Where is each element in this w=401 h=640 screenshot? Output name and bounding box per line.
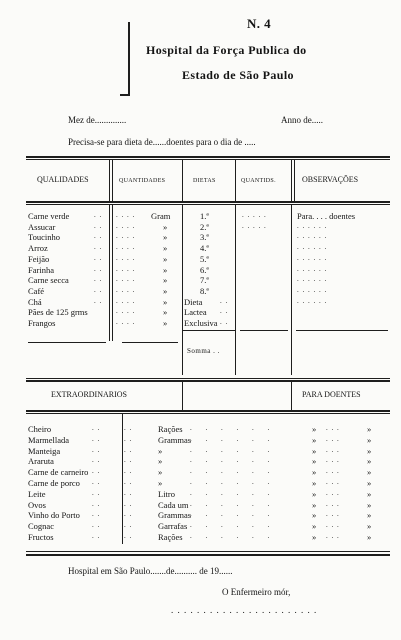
t2-sep-2	[291, 382, 292, 410]
quantidade-dots: . . . .	[116, 253, 136, 262]
quantidade-dots: . . . .	[116, 296, 136, 305]
quantidade-dots: . . . .	[116, 264, 136, 273]
quantidade-dots: . . . .	[116, 243, 136, 252]
anno-field: Anno de.....	[281, 115, 323, 125]
extra-grid-dots: . . . . . .	[190, 424, 276, 432]
dieta-dots: . .	[220, 318, 229, 326]
header-observacoes: OBSERVAÇÕES	[302, 175, 359, 184]
extra-grid-dots: . . . . . .	[190, 532, 276, 540]
extra-item-dots: . .	[92, 456, 101, 465]
extra-item-label: Leite	[28, 488, 46, 499]
extra-item-dots: . .	[92, 434, 101, 443]
dieta-number: 7.ª	[200, 275, 209, 286]
extra-unit: Garrafas	[158, 521, 188, 532]
qualidade-label: Assucar	[28, 221, 56, 232]
para-doentes-mark-2: »	[367, 488, 372, 499]
observacao-first: Para. . . . doentes	[297, 211, 356, 221]
dieta-dots: . .	[220, 307, 229, 316]
extra-unit-dots: . .	[124, 467, 133, 476]
table2-header-rule	[26, 410, 390, 412]
para-doentes-mark: »	[312, 532, 317, 542]
extra-grid-dots: . . . . . .	[190, 521, 276, 530]
precisa-line: Precisa-se para dieta de......doentes para o dia de .....	[68, 137, 256, 147]
dieta-number: 8.ª	[200, 285, 209, 296]
somma-label	[187, 348, 220, 355]
extra-unit-dots: . .	[124, 521, 133, 530]
quantidade-unit: Gram	[151, 211, 171, 221]
header-dietas: DIETAS	[193, 178, 216, 184]
somma-text: Somma	[187, 347, 211, 355]
para-doentes-mark-2: »	[367, 434, 372, 445]
qualidade-dots: . .	[94, 211, 103, 219]
extra-unit-dots: . .	[124, 478, 133, 486]
t1-col-line-1	[109, 205, 110, 341]
t1-qual-end-rule	[28, 342, 106, 343]
dieta-number: 2.ª	[200, 221, 209, 232]
qualidade-dots: . .	[94, 296, 103, 305]
para-doentes-dots: . . .	[326, 510, 340, 519]
extra-item-label: Cognac	[28, 521, 54, 532]
quantidade-mark: »	[163, 318, 168, 328]
extra-grid-dots: . . . . . .	[190, 510, 276, 519]
dieta-dots	[216, 266, 219, 273]
extra-unit: »	[158, 456, 163, 467]
para-doentes-dots: . . .	[326, 434, 340, 443]
quantidade-mark: »	[163, 264, 168, 275]
para-doentes-mark: »	[312, 499, 317, 510]
extra-item-label: Ovos	[28, 499, 46, 510]
quantids-dots: . . . . .	[242, 211, 267, 219]
t1-sep-2	[182, 160, 183, 201]
qualidade-dots: . .	[94, 264, 103, 273]
extra-grid-dots: . . . . . .	[190, 467, 276, 476]
mez-field: Mez de..............	[68, 115, 127, 125]
extra-grid-dots: . . . . . .	[190, 445, 276, 454]
extra-unit-dots: . .	[124, 499, 133, 508]
somma-dots: . .	[210, 347, 220, 355]
para-doentes-mark-2: »	[367, 510, 372, 521]
quantidade-dots: . . . .	[116, 221, 136, 230]
extra-unit-dots: . .	[124, 532, 133, 540]
qualidade-label: Café	[28, 285, 45, 296]
extra-item-label: Cheiro	[28, 424, 52, 434]
extra-unit: Litro	[158, 488, 175, 499]
t1-sep-3	[235, 160, 236, 201]
extra-item-label: Carne de carneiro	[28, 467, 89, 478]
quantidade-mark: »	[163, 232, 168, 243]
observacao-dots: . . . . . .	[297, 243, 328, 252]
para-doentes-dots: . . .	[326, 499, 340, 508]
extra-item-dots: . .	[92, 478, 101, 486]
qualidade-label: Pães de 125 grms	[28, 307, 88, 318]
t2-col-line	[122, 414, 123, 544]
para-doentes-mark: »	[312, 478, 317, 488]
table1-header-rule	[26, 201, 390, 203]
t1-col-line-3	[235, 205, 236, 375]
form-number: N. 4	[247, 16, 271, 31]
para-doentes-mark: »	[312, 445, 317, 456]
dieta-number: 5.ª	[200, 253, 209, 264]
para-doentes-mark-2: »	[367, 424, 372, 434]
quantidade-dots: . . . .	[116, 232, 136, 241]
dieta-dots	[216, 212, 219, 219]
para-doentes-mark: »	[312, 510, 317, 521]
observacao-dots: . . . . . .	[297, 232, 328, 241]
qualidade-label: Frangos	[28, 318, 56, 328]
para-doentes-mark: »	[312, 488, 317, 499]
header-bracket-line	[128, 22, 130, 94]
dieta-dots: . .	[220, 296, 229, 305]
observacao-dots: . . . . . .	[297, 253, 328, 262]
observacao-dots: . . . . . .	[297, 264, 328, 273]
para-doentes-mark-2: »	[367, 478, 372, 488]
extra-unit-dots: . .	[124, 510, 133, 519]
table2-bottom-rule	[26, 551, 390, 552]
t2-sep-1	[182, 382, 183, 410]
t1-sep-1b	[112, 160, 113, 201]
header-bracket-foot	[120, 94, 130, 96]
extra-grid-dots: . . . . . .	[190, 478, 276, 486]
extra-unit-dots: . .	[124, 434, 133, 443]
para-doentes-dots: . . .	[326, 488, 340, 497]
extra-item-dots: . .	[92, 467, 101, 476]
table2-bottom-rule-2	[26, 554, 390, 556]
para-doentes-mark: »	[312, 456, 317, 467]
table1-top-rule-inner	[26, 159, 390, 160]
extra-unit: Grammas	[158, 510, 192, 521]
para-doentes-dots: . . .	[326, 521, 340, 530]
quantidade-dots: . . . .	[116, 307, 136, 316]
dieta-number: 6.ª	[200, 264, 209, 275]
observacao-dots: . . . . . .	[297, 285, 328, 294]
qualidade-dots: . .	[94, 232, 103, 241]
table1-top-rule	[26, 156, 390, 158]
dieta-dots	[216, 233, 219, 240]
quantidade-dots: . . . .	[116, 211, 136, 219]
extra-item-label: Araruta	[28, 456, 54, 467]
t1-sep-4b	[294, 160, 295, 201]
form-title-line2: Estado de São Paulo	[182, 68, 294, 82]
header-extraordinarios: EXTRAORDINARIOS	[51, 390, 127, 399]
qualidade-label: Farinha	[28, 264, 54, 275]
extra-item-dots: . .	[92, 510, 101, 519]
extra-item-dots: . .	[92, 424, 101, 432]
extra-unit: Cada um	[158, 499, 189, 510]
dieta-label: Lactea	[184, 307, 207, 318]
extra-unit: »	[158, 478, 163, 488]
extra-unit: »	[158, 467, 163, 478]
para-doentes-dots: . . .	[326, 478, 340, 486]
para-doentes-dots: . . .	[326, 424, 340, 432]
dieta-label: Exclusiva	[184, 318, 218, 328]
observacao-dots: . . . . . .	[297, 275, 328, 284]
para-doentes-dots: . . .	[326, 467, 340, 476]
dieta-dots	[216, 223, 219, 230]
para-doentes-mark-2: »	[367, 532, 372, 542]
table2-top-rule-2	[26, 380, 390, 382]
t1-obs-end-rule	[296, 330, 388, 331]
extra-unit-dots: . .	[124, 424, 133, 432]
para-doentes-mark: »	[312, 434, 317, 445]
para-doentes-mark-2: »	[367, 467, 372, 478]
extra-item-dots: . .	[92, 488, 101, 497]
footer-date-line: Hospital em São Paulo.......de.......... de 19......	[68, 566, 233, 576]
qualidade-dots: . .	[94, 253, 103, 262]
table1-header-rule-inner	[26, 204, 390, 205]
extra-item-dots: . .	[92, 532, 101, 540]
extra-item-label: Fructos	[28, 532, 54, 542]
quantidade-mark: »	[163, 285, 168, 296]
dieta-number: 3.ª	[200, 232, 209, 243]
t1-sep-1	[109, 160, 110, 201]
header-qualidades: QUALIDADES	[37, 175, 89, 184]
t1-dieta-end-rule	[182, 330, 236, 331]
para-doentes-mark: »	[312, 467, 317, 478]
t1-quantids-end-rule	[240, 330, 288, 331]
extra-unit: Rações	[158, 424, 183, 434]
signature-dotted-line: . . . . . . . . . . . . . . . . . . . . . . .	[171, 605, 318, 615]
quantidade-dots: . . . .	[116, 318, 136, 326]
para-doentes-dots: . . .	[326, 445, 340, 454]
para-doentes-mark: »	[312, 521, 317, 532]
t1-sep-4	[291, 160, 292, 201]
para-doentes-mark-2: »	[367, 521, 372, 532]
dieta-dots	[216, 287, 219, 294]
para-doentes-mark: »	[312, 424, 317, 434]
qualidade-label: Arroz	[28, 243, 48, 254]
t1-col-line-2	[182, 205, 183, 375]
quantidade-dots: . . . .	[116, 285, 136, 294]
extra-unit-dots: . .	[124, 456, 133, 465]
qualidade-label: Carne secca	[28, 275, 69, 286]
observacao-dots: . . . . . .	[297, 296, 328, 305]
extra-item-label: Marmellada	[28, 434, 70, 445]
extra-grid-dots: . . . . . .	[190, 488, 276, 497]
para-doentes-dots: . . .	[326, 456, 340, 465]
extra-grid-dots: . . . . . .	[190, 456, 276, 465]
dieta-number: 1.ª	[200, 211, 209, 221]
para-doentes-mark-2: »	[367, 456, 372, 467]
dieta-dots	[216, 255, 219, 262]
quantidade-mark: »	[163, 243, 168, 254]
qualidade-label: Carne verde	[28, 211, 70, 221]
header-quantidades: QUANTIDADES	[119, 178, 166, 184]
quantidade-mark: »	[163, 221, 168, 232]
dieta-dots	[216, 244, 219, 251]
table2-top-rule	[26, 378, 390, 379]
extra-item-dots: . .	[92, 521, 101, 530]
header-quantids: QUANTIDS.	[241, 178, 276, 184]
form-title-line1: Hospital da Força Publica do	[146, 43, 307, 57]
dieta-label: Dieta	[184, 296, 203, 307]
quantids-dots: . . . . .	[242, 221, 267, 230]
extra-unit: Grammas	[158, 434, 192, 445]
header-para-doentes: PARA DOENTES	[302, 390, 361, 399]
dieta-number: 4.ª	[200, 243, 209, 254]
qualidade-label: Feijão	[28, 253, 50, 264]
table2-header-rule-inner	[26, 413, 390, 414]
qualidade-dots: . .	[94, 285, 103, 294]
observacao-dots: . . . . . .	[297, 221, 328, 230]
quantidade-mark: »	[163, 275, 168, 286]
qualidade-label: Chá	[28, 296, 42, 307]
dieta-dots	[216, 276, 219, 283]
extra-item-label: Carne de porco	[28, 478, 80, 488]
extra-grid-dots: . . . . . .	[190, 434, 276, 443]
extra-item-dots: . .	[92, 499, 101, 508]
t1-col-line-1b	[112, 205, 113, 341]
footer-enfermeiro: O Enfermeiro mór,	[222, 587, 291, 597]
extra-item-dots: . .	[92, 445, 101, 454]
quantidade-dots: . . . .	[116, 275, 136, 284]
para-doentes-dots: . . .	[326, 532, 340, 540]
extra-grid-dots: . . . . . .	[190, 499, 276, 508]
para-doentes-mark-2: »	[367, 445, 372, 456]
quantidade-mark: »	[163, 296, 168, 307]
t1-col-line-4	[291, 205, 292, 375]
extra-unit-dots: . .	[124, 488, 133, 497]
quantidade-mark: »	[163, 307, 168, 318]
qualidade-dots: . .	[94, 243, 103, 252]
extra-unit: Rações	[158, 532, 183, 542]
para-doentes-mark-2: »	[367, 499, 372, 510]
extra-item-label: Manteiga	[28, 445, 61, 456]
qualidade-dots: . .	[94, 275, 103, 284]
qualidade-dots: . .	[94, 221, 103, 230]
quantidade-mark: »	[163, 253, 168, 264]
extra-item-label: Vinho do Porto	[28, 510, 80, 521]
extra-unit-dots: . .	[124, 445, 133, 454]
extra-unit: »	[158, 445, 163, 456]
qualidade-label: Toucinho	[28, 232, 60, 243]
t1-quant-end-rule	[122, 342, 178, 343]
